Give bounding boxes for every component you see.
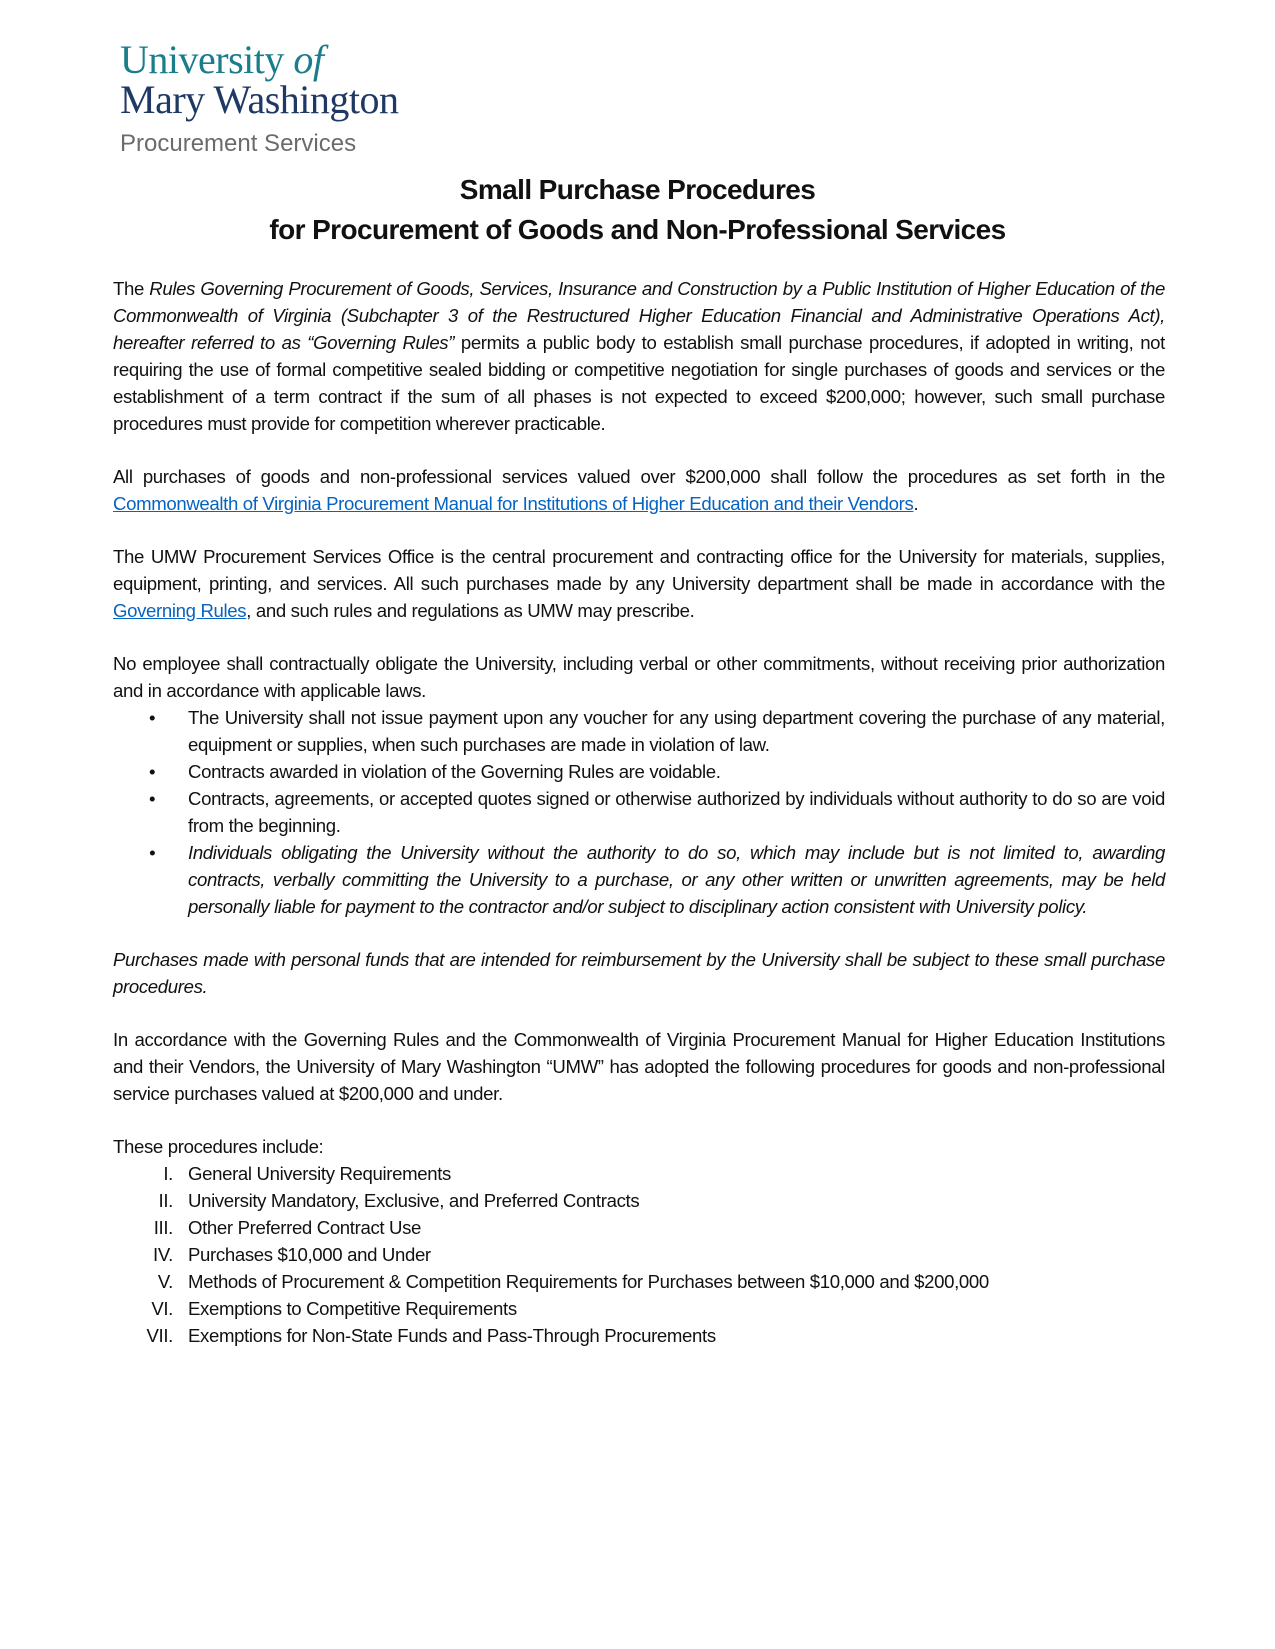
bullet-icon: • — [149, 842, 156, 863]
logo-line-university — [120, 37, 399, 82]
procedures-list — [113, 1160, 1165, 1349]
para3-tail: , and such rules and regulations as UMW may prescribe. — [246, 600, 695, 621]
bullet-text: Contracts, agreements, or accepted quotes signed or otherwise authorized by individuals without authority to do so are void from the beginning. — [188, 788, 1165, 836]
para1-lead: The — [113, 278, 150, 299]
procedure-text: Methods of Procurement & Competition Requirements for Purchases between $10,000 and $200,000 — [188, 1271, 989, 1292]
bullet-text: Individuals obligating the University without the authority to do so, which may include but is not limited to, awarding contracts, verbally committing the University to a purchase, or any other written or unwritten agreements, may be held personally liable for payment to the contractor and/or subject to disciplinary action consistent with University policy. — [188, 842, 1165, 917]
document-body — [113, 275, 1165, 1349]
logo-line-mary-washington: Mary Washington — [120, 77, 399, 122]
logo-word-of: of — [293, 37, 324, 82]
bullet-item — [113, 839, 1165, 920]
procedure-number: I. — [163, 1163, 173, 1184]
obligation-bullet-list — [113, 704, 1165, 920]
bullet-item — [113, 704, 1165, 758]
logo-subtitle: Procurement Services — [120, 130, 357, 157]
procedure-item — [113, 1160, 1165, 1187]
paragraph-adopted-procedures: In accordance with the Governing Rules and the Commonwealth of Virginia Procurement Manual for Higher Education Institutions and their Vendors, the University of Mary Washington “UMW” has adopted the following procedures for goods and non-professional service purchases valued at $200,000 and under. — [113, 1029, 1165, 1104]
paragraph-over-200k — [113, 463, 1165, 517]
procedure-number: II. — [158, 1190, 173, 1211]
procedure-item — [113, 1241, 1165, 1268]
procedure-number: VII. — [146, 1325, 173, 1346]
procedure-text: University Mandatory, Exclusive, and Preferred Contracts — [188, 1190, 640, 1211]
procedure-text: Exemptions to Competitive Requirements — [188, 1298, 517, 1319]
bullet-item — [113, 758, 1165, 785]
paragraph-governing-rules — [113, 275, 1165, 437]
governing-rules-link[interactable]: Governing Rules — [113, 600, 247, 621]
document-title — [0, 170, 1275, 250]
procedures-intro: These procedures include: — [113, 1136, 324, 1157]
procedure-number: V. — [157, 1271, 173, 1292]
title-line-1: Small Purchase Procedures — [459, 174, 816, 205]
paragraph-personal-funds: Purchases made with personal funds that are intended for reimbursement by the University shall be subject to these small purchase procedures. — [113, 949, 1165, 997]
procedure-number: IV. — [153, 1244, 173, 1265]
procedure-text: Purchases $10,000 and Under — [188, 1244, 431, 1265]
procedure-item — [113, 1295, 1165, 1322]
para1-italic: Rules Governing Procurement of Goods, Services, Insurance and Construction by a Public Institution of Higher Education of the Commonwealth of Virginia (Subchapter 3 of the Restructured Higher Education Financial and Administrative Operations Act), hereafter referred to as “Governing Rules” — [113, 278, 1165, 353]
umw-logo — [120, 37, 399, 158]
para1-rest: permits a public body to establish small purchase procedures, if adopted in writing, not requiring the use of formal competitive sealed bidding or competitive negotiation for single purchases of goods and services or the establishment of a term contract if the sum of all phases is not expected to exceed $200,000; however, such small purchase procedures must provide for competition wherever practicable. — [113, 332, 1165, 434]
title-line-2: for Procurement of Goods and Non-Professional Services — [269, 214, 1006, 245]
para2-lead: All purchases of goods and non-professional services valued over $200,000 shall follow the procedures as set forth in the — [113, 466, 1165, 487]
procedure-item — [113, 1187, 1165, 1214]
bullet-icon: • — [149, 707, 156, 728]
procedure-item — [113, 1214, 1165, 1241]
bullet-text: Contracts awarded in violation of the Governing Rules are voidable. — [188, 761, 721, 782]
bullet-item — [113, 785, 1165, 839]
bullet-icon: • — [149, 761, 156, 782]
procedure-number: III. — [153, 1217, 173, 1238]
paragraph-employee-obligation: No employee shall contractually obligate the University, including verbal or other commitments, without receiving prior authorization and in accordance with applicable laws. — [113, 653, 1165, 701]
paragraph-procurement-office — [113, 543, 1165, 624]
para3-lead: The UMW Procurement Services Office is the central procurement and contracting office for the University for materials, supplies, equipment, printing, and services. All such purchases made by any University department shall be made in accordance with the — [113, 546, 1165, 594]
bullet-text: The University shall not issue payment upon any voucher for any using department covering the purchase of any material, equipment or supplies, when such purchases are made in violation of law. — [188, 707, 1165, 755]
procedure-item — [113, 1322, 1165, 1349]
procedure-text: Other Preferred Contract Use — [188, 1217, 422, 1238]
procedure-text: General University Requirements — [188, 1163, 451, 1184]
procurement-manual-link[interactable]: Commonwealth of Virginia Procurement Manual for Institutions of Higher Education and their Vendors — [113, 493, 914, 514]
procedure-number: VI. — [151, 1298, 173, 1319]
procedure-text: Exemptions for Non-State Funds and Pass-Through Procurements — [188, 1325, 716, 1346]
procedure-item — [113, 1268, 1165, 1295]
logo-word-university: University — [120, 37, 294, 82]
para2-tail: . — [913, 493, 919, 514]
bullet-icon: • — [149, 788, 156, 809]
